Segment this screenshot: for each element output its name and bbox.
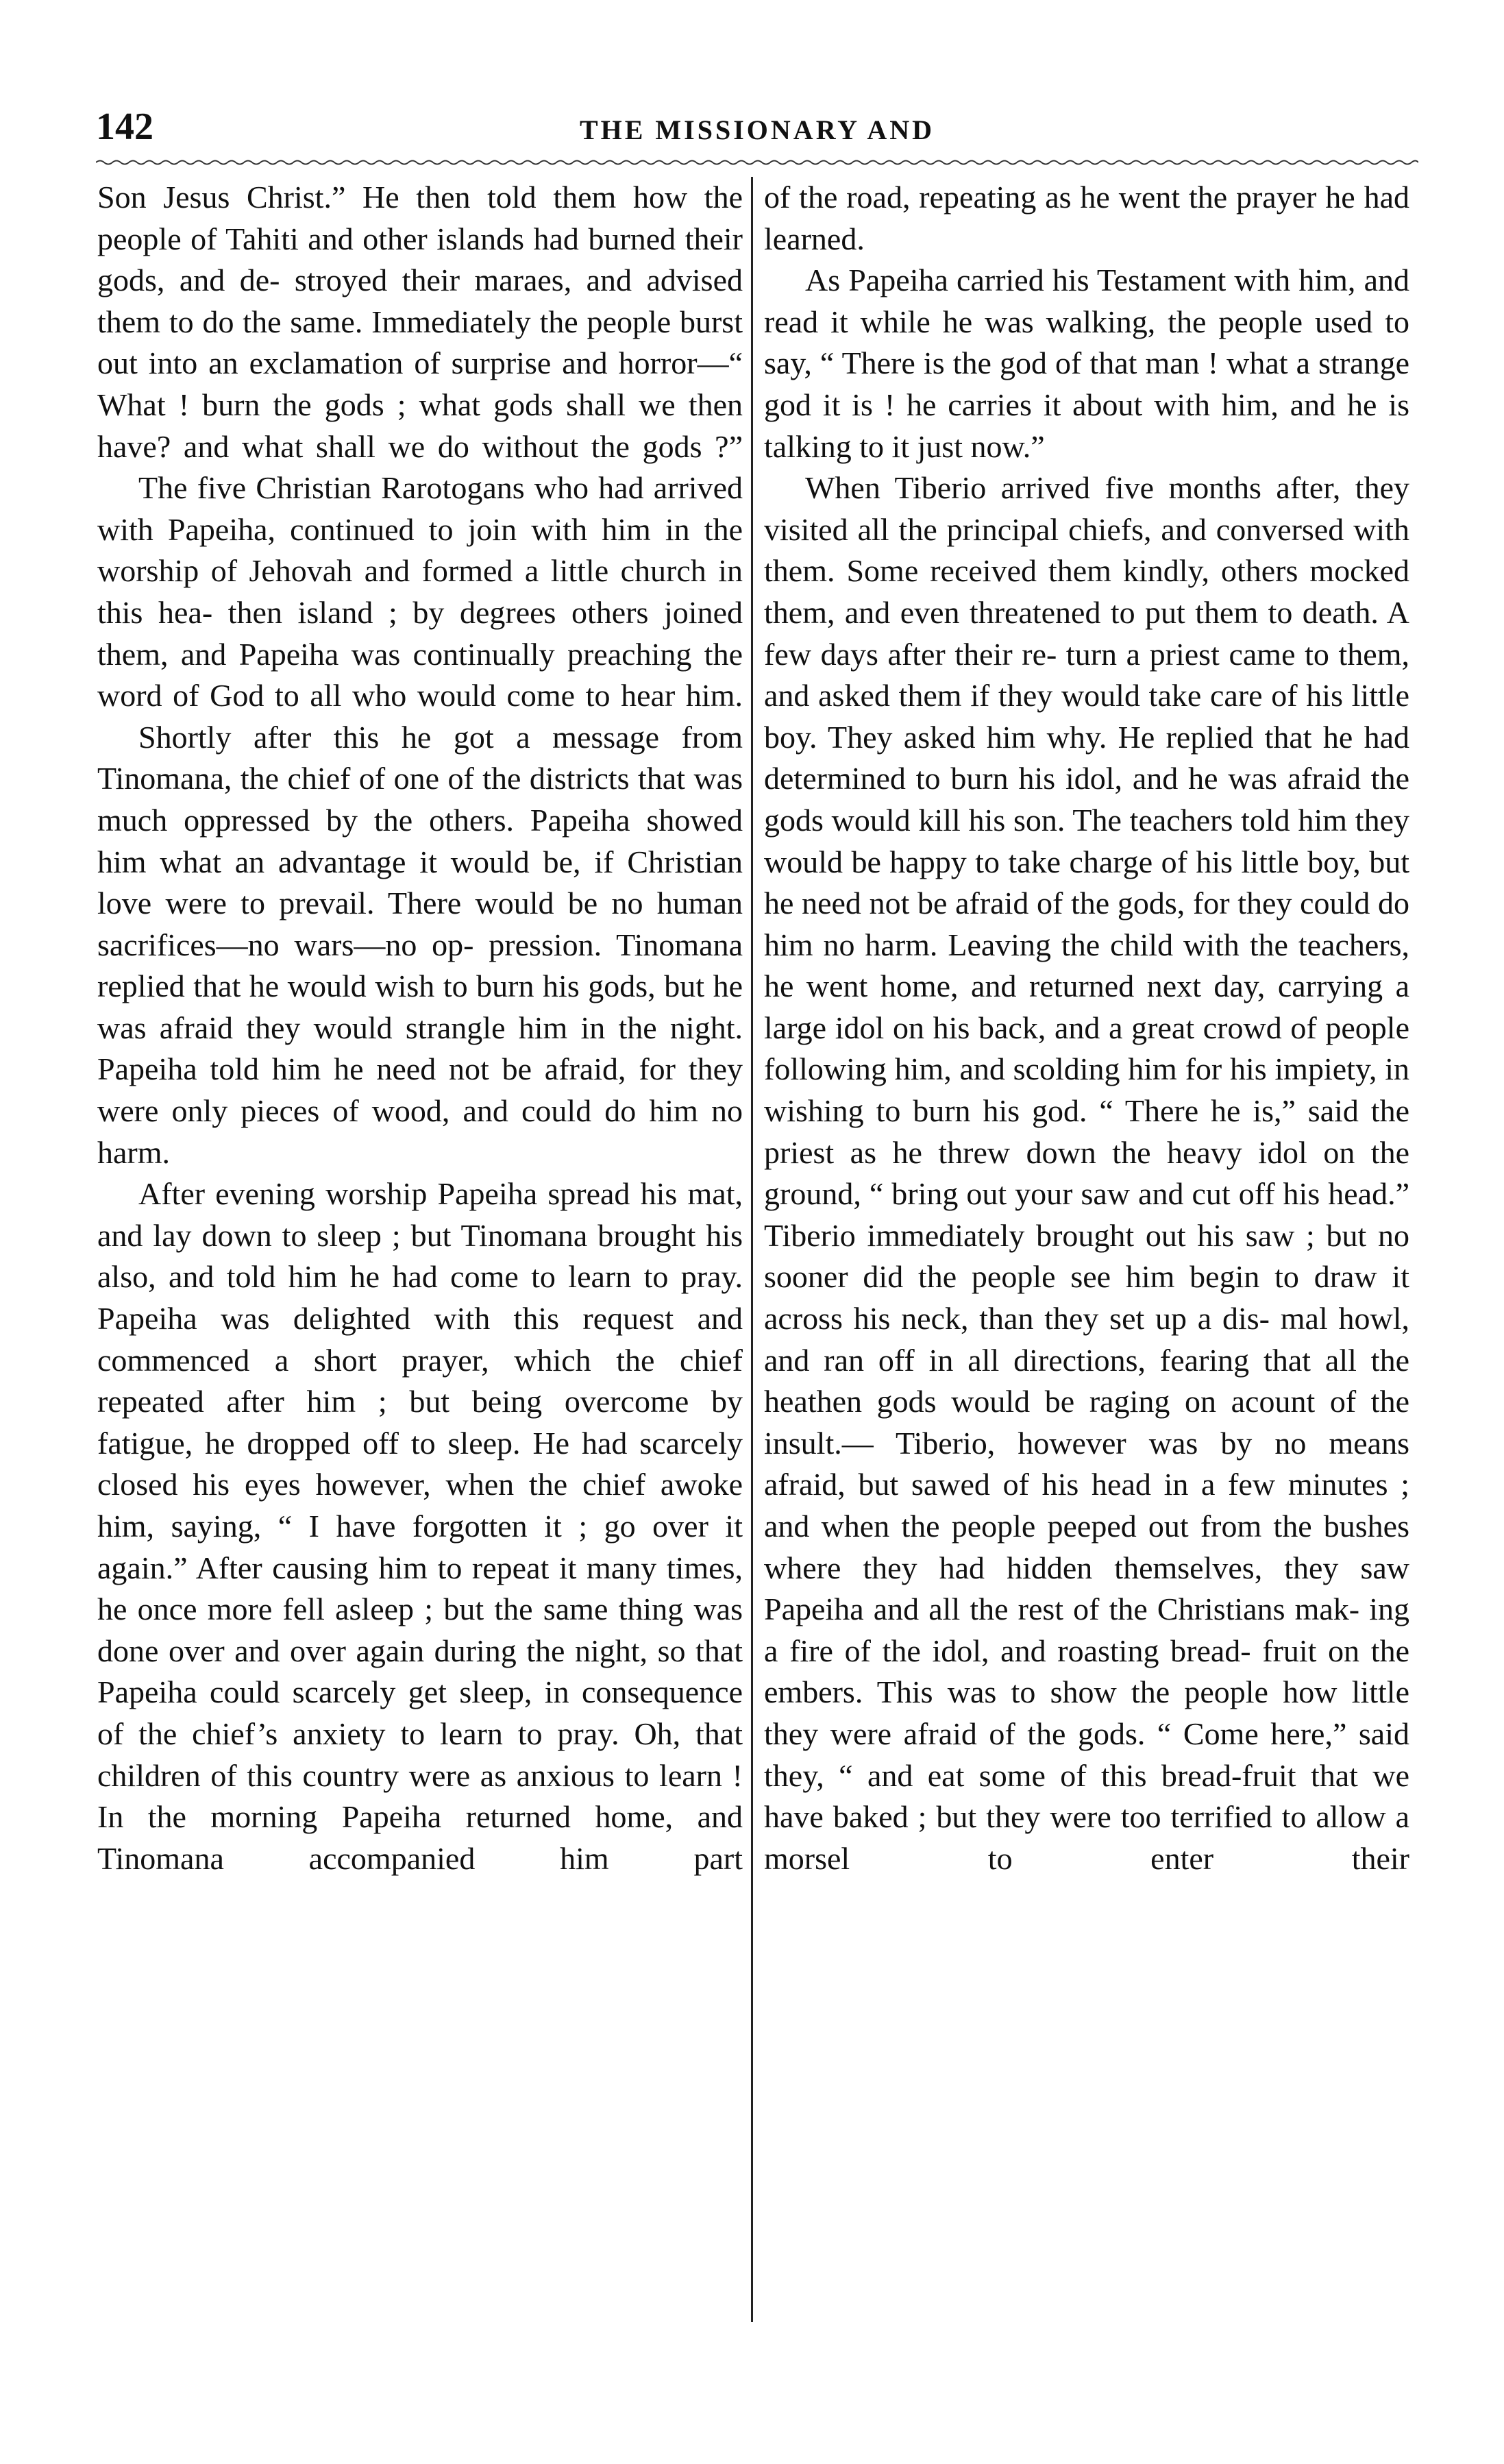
page-number: 142 bbox=[96, 106, 153, 148]
page-header bbox=[96, 103, 1418, 151]
paragraph: The five Christian Rarotogans who had arrived with Papeiha, continued to join with him in the worship of Jehovah and formed a little church in this hea- then island ; by degrees others joined them, and Papeiha was continually preaching the word of God to all who would come to hear him. bbox=[97, 470, 743, 713]
paragraph: of the road, repeating as he went the prayer he had learned. bbox=[764, 180, 1409, 256]
paragraph: After evening worship Papeiha spread his mat, and lay down to sleep ; but Tinomana brought his also, and told him he had come to learn to pray. Papeiha was delighted with this request and commenced a short prayer, which the chief repeated after him ; but being overcome by fatigue, he dropped off to sleep. He had scarcely closed his eyes however, when the chief awoke him, saying, “ I have forgotten it ; go over it again.” After causing him to repeat it many times, he once more fell asleep ; but the same thing was done over and over again during the night, so that Papeiha could scarcely get sleep, in consequence of the chief’s anxiety to learn to pray. Oh, that children of this country were as anxious to learn ! In the morning Papeiha returned home, and Tinomana accompanied him part bbox=[97, 1176, 743, 1876]
right-text-column bbox=[764, 177, 1409, 2336]
wavy-header-rule bbox=[96, 159, 1418, 166]
left-text-column bbox=[97, 177, 743, 2336]
paragraph: Son Jesus Christ.” He then told them how the people of Tahiti and other islands had burned their gods, and de- stroyed their maraes, and advised them to do the same. Immediately the people burst out into an exclamation of surprise and horror—“ What ! burn the gods ; what gods shall we then have? and what shall we do without the gods ?” bbox=[97, 180, 743, 464]
paragraph: Shortly after this he got a message from Tinomana, the chief of one of the districts that was much oppressed by the others. Papeiha showed him what an advantage it would be, if Christian love were to prevail. There would be no human sacrifices—no wars—no op- pression. Tinomana replied that he would wish to burn his gods, but he was afraid they would strangle him in the night. Papeiha told him he need not be afraid, for they were only pieces of wood, and could do him no harm. bbox=[97, 719, 743, 1170]
column-divider bbox=[751, 177, 753, 2322]
paragraph: When Tiberio arrived five months after, they visited all the principal chiefs, and conversed with them. Some received them kindly, others mocked them, and even threatened to put them to death. A few days after their re- turn a priest came to them, and asked them if they would take care of his little boy. They asked him why. He replied that he had determined to burn his idol, and he was afraid the gods would kill his son. The teachers told him they would be happy to take charge of his little boy, but he need not be afraid of the gods, for they could do him no harm. Leaving the child with the teachers, he went home, and returned next day, carrying a large idol on his back, and a great crowd of people following him, and scolding him for his impiety, in wishing to burn his god. “ There he is,” said the priest as he threw down the heavy idol on the ground, “ bring out your saw and cut off his head.” Tiberio immediately brought out his saw ; but no sooner did the people see him begin to draw it across his neck, than they set up a dis- mal howl, and ran off in all directions, fearing that all the heathen gods would be raging on acount of the insult.— Tiberio, however was by no means afraid, but sawed of his head in a few minutes ; and when the people peeped out from the bushes where they had hidden themselves, they saw Papeiha and all the rest of the Christians mak- ing a fire of the idol, and roasting bread- fruit on the embers. This was to show the people how little they were afraid of the gods. “ Come here,” said they, “ and eat some of this bread-fruit that we have baked ; but they were too terrified to allow a morsel to enter their bbox=[764, 470, 1409, 1876]
paragraph: As Papeiha carried his Testament with him, and read it while he was walking, the people used to say, “ There is the god of that man ! what a strange god it is ! he carries it about with him, and he is talking to it just now.” bbox=[764, 263, 1409, 464]
running-head: THE MISSIONARY AND bbox=[579, 114, 935, 145]
